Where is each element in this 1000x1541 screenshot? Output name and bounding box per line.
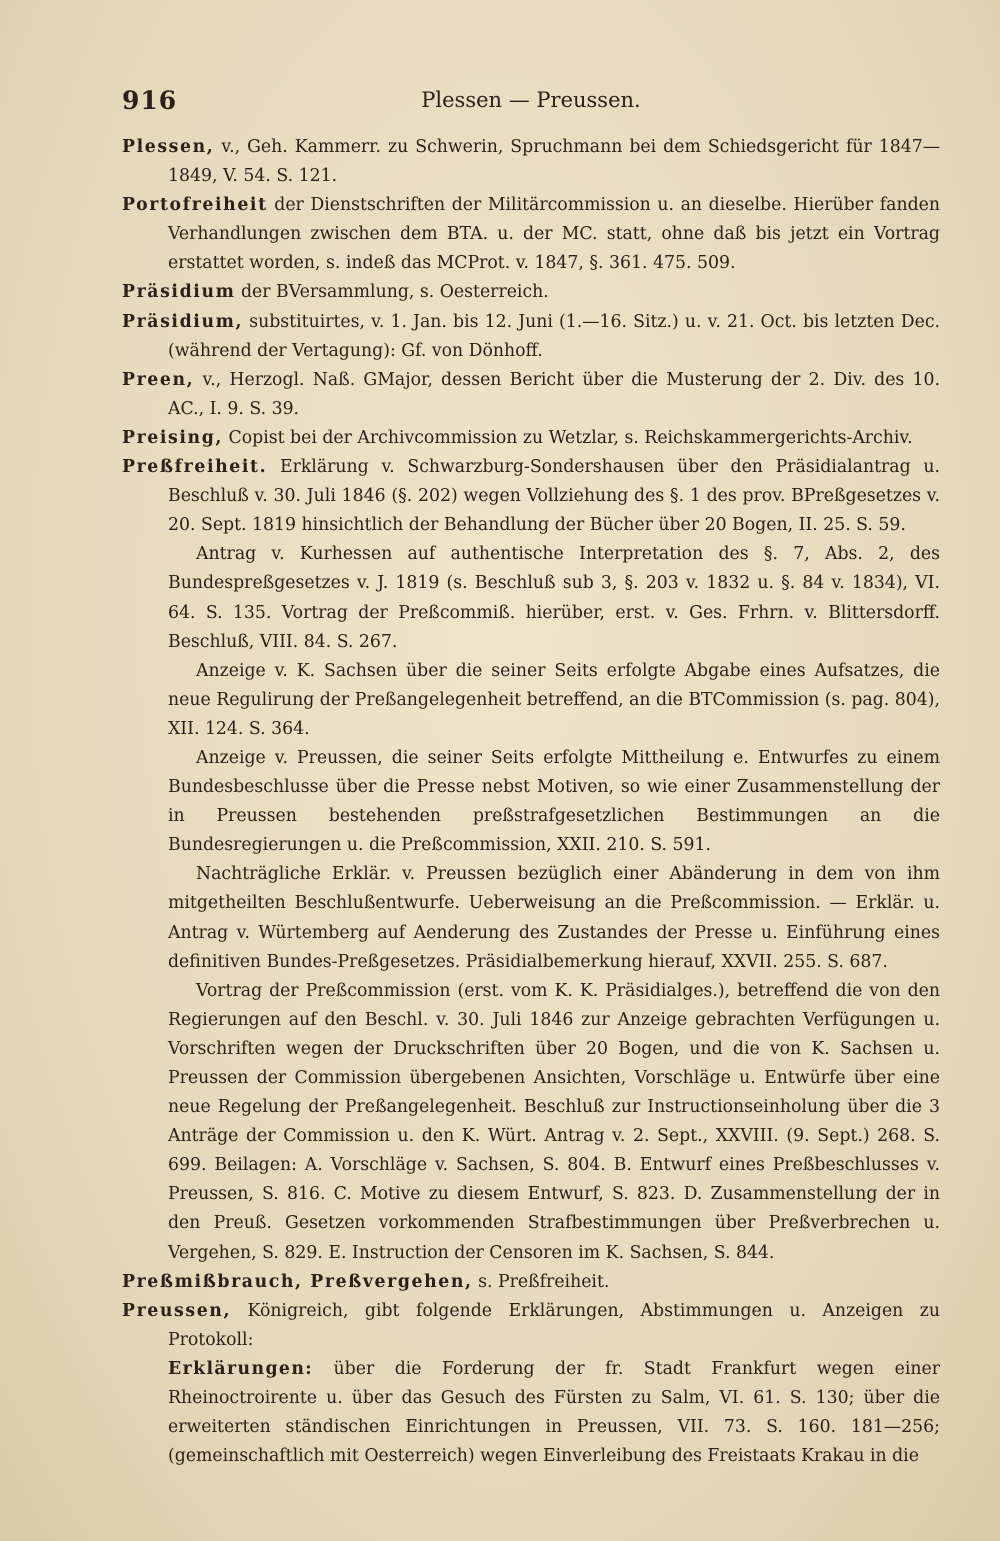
entry-term: Preising, xyxy=(122,427,224,448)
entry-term: Präsidium xyxy=(122,282,236,303)
entry-term: Preßfreiheit. xyxy=(122,457,268,478)
entry-text: Copist bei der Archivcommission zu Wetzlar, s. Reichskammergerichts-Archiv. xyxy=(223,427,913,448)
index-entry-plessen xyxy=(122,133,940,191)
entry-term: Plessen, xyxy=(122,137,215,157)
index-entry-portofreiheit xyxy=(122,191,940,278)
index-entry-praesidium-substituirtes xyxy=(122,308,940,366)
entry-term: Präsidium, xyxy=(122,311,244,332)
index-entry-preen xyxy=(122,366,940,424)
entry-text: Königreich, gibt folgende Erklärungen, Abstimmungen u. Anzeigen zu Protokoll: xyxy=(168,1300,940,1350)
entry-text: v., Herzogl. Naß. GMajor, dessen Bericht über die Musterung der 2. Div. des 10. AC., I. 9. S. 39. xyxy=(168,369,940,419)
entry-term: Preussen, xyxy=(122,1300,232,1321)
entry-text: s. Preßfreiheit. xyxy=(472,1271,610,1292)
index-entry-preussen xyxy=(122,1297,940,1355)
pressfreiheit-paragraph: Vortrag der Preßcommission (erst. vom K. K. Präsidialges.), betreffend die von den Regierungen auf den Beschl. v. 30. Juli 1846 zur Anzeige gebrachten Verfügungen u. Vorschriften wegen der Druckschriften über 20 Bogen, und die von K. Sachsen u. Preussen der Commission übergebenen Ansichten, Vorschläge u. Entwürfe über eine neue Regelung der Preßangelegenheit. Beschluß zur Instructionseinholung über die 3 Anträge der Commission u. den K. Würt. Antrag v. 2. Sept., XXVIII. (9. Sept.) 268. S. 699. Beilagen: A. Vorschläge v. Sachsen, S. 804. B. Entwurf eines Preßbeschlusses v. Preussen, S. 816. C. Motive zu diesem Entwurf, S. 823. D. Zusammenstellung der in den Preuß. Gesetzen vorkommenden Strafbestimmungen über Preßverbrechen u. Vergehen, S. 829. E. Instruction der Censoren im K. Sachsen, S. 844. xyxy=(168,980,940,1263)
pressfreiheit-paragraph: Anzeige v. K. Sachsen über die seiner Seits erfolgte Abgabe eines Aufsatzes, die neue Regulirung der Preßangelegenheit betreffend, an die BTCommission (s. pag. 804), XII. 124. S. 364. xyxy=(168,660,941,739)
preussen-erklaerungen xyxy=(122,1355,940,1471)
page-header xyxy=(122,86,940,126)
sub-text: über die Forderung der fr. Stadt Frankfurt wegen einer Rheinoctroirente u. über das Gesuch des Fürsten zu Salm, VI. 61. S. 130; über die erweiterten ständischen Einrichtungen in Preussen, VII. 73. S. 160. 181—256; (gemeinschaftlich mit Oesterreich) wegen Einverleibung des Freistaats Krakau in die xyxy=(168,1358,940,1467)
page-number: 916 xyxy=(122,86,178,115)
pressfreiheit-paragraph: Antrag v. Kurhessen auf authentische Interpretation des §. 7, Abs. 2, des Bundespreßgesetzes v. J. 1819 (s. Beschluß sub 3, §. 203 v. 1832 u. §. 84 v. 1834), VI. 64. S. 135. Vortrag der Preßcommiß. hierüber, erst. v. Ges. Frhrn. v. Blittersdorff. Beschluß, VIII. 84. S. 267. xyxy=(168,544,940,652)
index-entry-pressmissbrauch xyxy=(122,1268,940,1297)
index-content xyxy=(122,133,940,1471)
entry-term: Preen, xyxy=(122,369,195,390)
index-entry-pressfreiheit xyxy=(122,453,940,540)
entry-term: Preßmißbrauch, Preßvergehen, xyxy=(122,1271,473,1292)
entry-text: v., Geh. Kammerr. zu Schwerin, Spruchmann bei dem Schiedsgericht für 1847—1849, V. 54. S. 121. xyxy=(168,137,940,187)
sub-label: Erklärungen: xyxy=(168,1358,314,1379)
entry-text: der BVersammlung, s. Oesterreich. xyxy=(235,282,549,303)
pressfreiheit-paragraph: Anzeige v. Preussen, die seiner Seits erfolgte Mittheilung e. Entwurfes zu einem Bundesbeschlusse über die Presse nebst Motiven, so wie einer Zusammenstellung der in Preussen bestehenden preßstrafgesetzlichen Bestimmungen an die Bundesregierungen u. die Preßcommission, XXII. 210. S. 591. xyxy=(168,747,940,856)
index-entry-preising xyxy=(122,424,940,453)
entry-term: Portofreiheit xyxy=(122,195,268,216)
pressfreiheit-paragraph: Nachträgliche Erklär. v. Preussen bezüglich einer Abänderung in dem von ihm mitgetheilten Beschlußentwurfe. Ueberweisung an die Preßcommission. — Erklär. u. Antrag v. Würtemberg auf Aenderung des Zustandes der Presse u. Einführung eines definitiven Bundes-Preßgesetzes. Präsidialbemerkung hierauf, XXVII. 255. S. 687. xyxy=(168,864,940,972)
running-head: Plessen — Preussen. xyxy=(421,88,641,112)
index-entry-praesidium xyxy=(122,278,940,307)
entry-text: substituirtes, v. 1. Jan. bis 12. Juni (1.—16. Sitz.) u. v. 21. Oct. bis letzten Dec. (während der Vertagung): Gf. von Dönhoff. xyxy=(168,311,940,361)
entry-text: der Dienstschriften der Militärcommission u. an dieselbe. Hierüber fanden Verhandlungen zwischen dem BTA. u. der MC. statt, ohne daß bis jetzt ein Vortrag erstattet worden, s. indeß das MCProt. v. 1847, §. 361. 475. 509. xyxy=(168,195,940,274)
entry-text: Erklärung v. Schwarzburg-Sondershausen über den Präsidialantrag u. Beschluß v. 30. Juli 1846 (§. 202) wegen Vollziehung des §. 1 des prov. BPreßgesetzes v. 20. Sept. 1819 hinsichtlich der Behandlung der Bücher über 20 Bogen, II. 25. S. 59. xyxy=(168,457,940,536)
